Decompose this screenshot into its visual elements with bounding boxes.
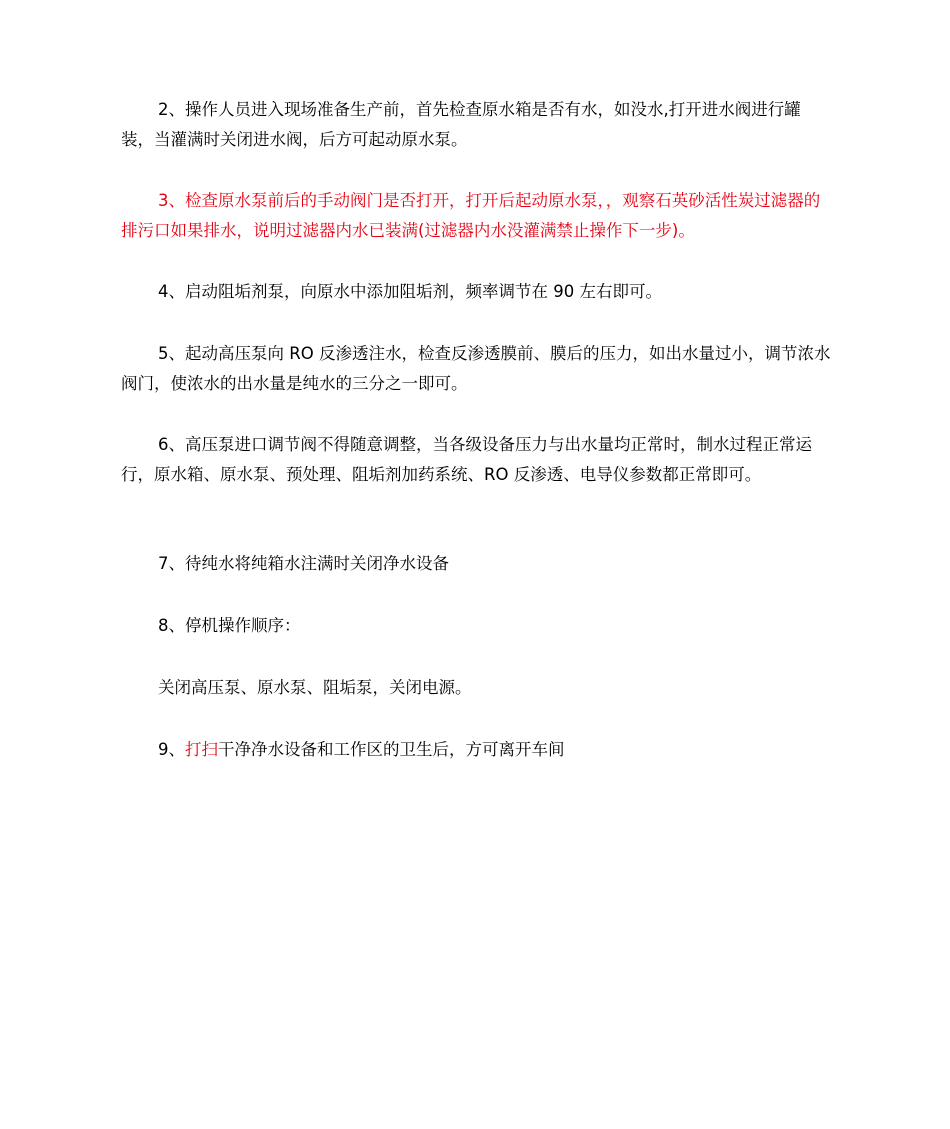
step-9-highlight: 打扫 xyxy=(185,740,218,759)
step-9-text: 干净净水设备和工作区的卫生后，方可离开车间 xyxy=(218,740,565,759)
paragraph-step-8-detail: 关闭高压泵、原水泵、阻垢泵，关闭电源。 xyxy=(158,678,472,697)
paragraph-step-3-warning: 3、检查原水泵前后的手动阀门是否打开，打开后起动原水泵，，观察石英砂活性炭过滤器的排污口如果排水，说明过滤器内水已装满(过滤器内水没灌满禁止操作下一步)。 xyxy=(121,191,821,240)
paragraph-step-4: 4、启动阻垢剂泵，向原水中添加阻垢剂，频率调节在 90 左右即可。 xyxy=(158,282,662,301)
paragraph-step-5: 5、起动高压泵向 RO 反渗透注水，检查反渗透膜前、膜后的压力，如出水量过小，调节浓水阀门，使浓水的出水量是纯水的三分之一即可。 xyxy=(121,344,831,393)
paragraph-step-2: 2、操作人员进入现场准备生产前，首先检查原水箱是否有水，如没水,打开进水阀进行罐装，当灌满时关闭进水阀，后方可起动原水泵。 xyxy=(121,100,801,149)
paragraph-step-7: 7、待纯水将纯箱水注满时关闭净水设备 xyxy=(158,554,449,573)
paragraph-step-8-heading: 8、停机操作顺序： xyxy=(158,616,301,635)
paragraph-step-6: 6、高压泵进口调节阀不得随意调整，当各级设备压力与出水量均正常时，制水过程正常运行，原水箱、原水泵、预处理、阻垢剂加药系统、RO 反渗透、电导仪参数都正常即可。 xyxy=(121,435,812,484)
paragraph-step-9 xyxy=(121,735,833,765)
step-9-number: 9、 xyxy=(158,740,185,759)
